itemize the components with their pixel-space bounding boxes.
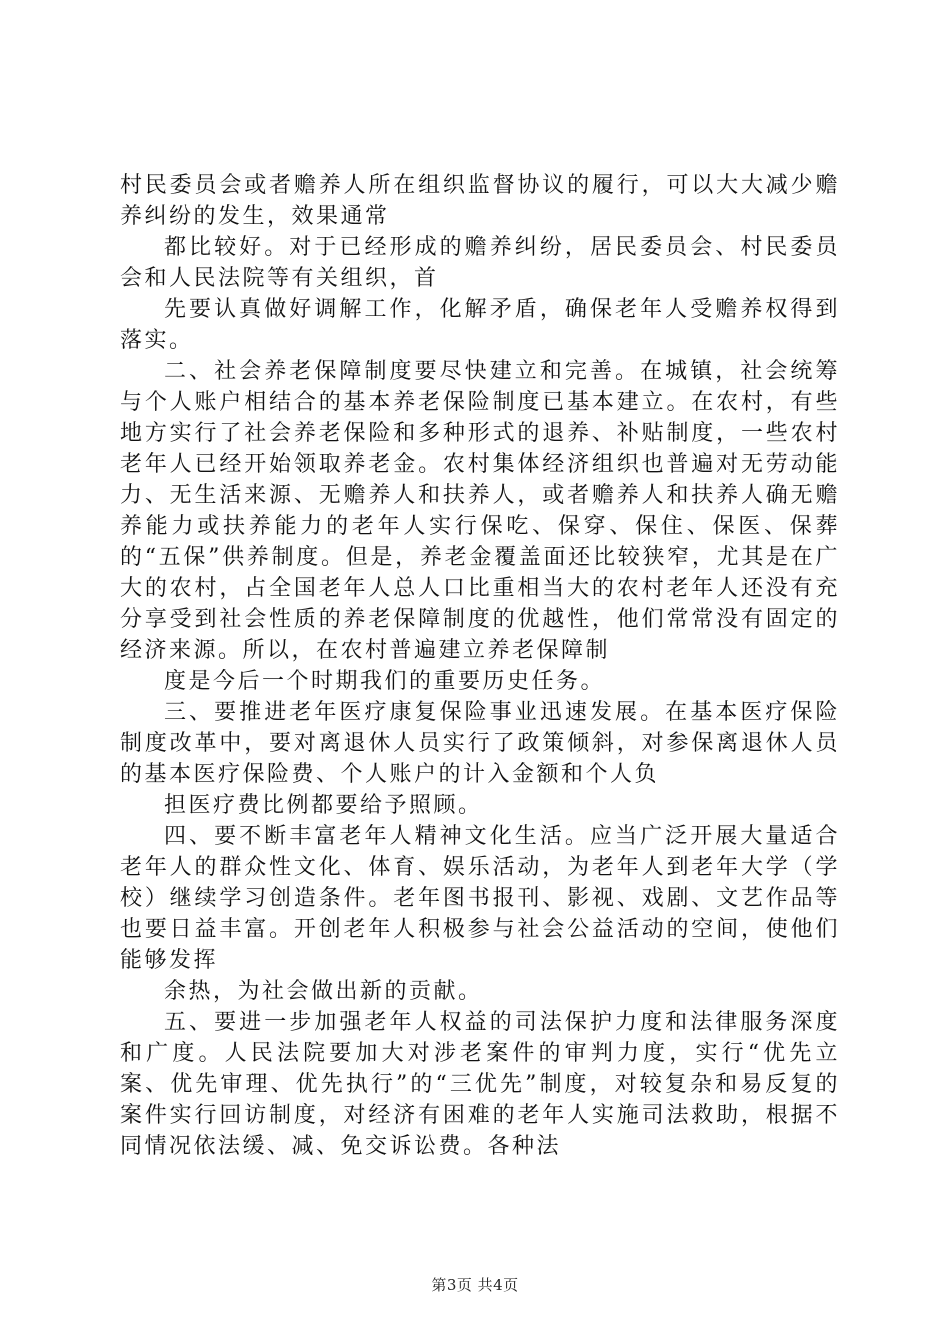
paragraph-2: 都比较好。对于已经形成的赡养纠纷，居民委员会、村民委员会和人民法院等有关组织，首 (120, 235, 840, 291)
paragraph-10: 五、要进一步加强老年人权益的司法保护力度和法律服务深度和广度。人民法院要加大对涉老案件的审判力度，实行“优先立案、优先审理、优先执行”的“三优先”制度，对较复杂和易反复的案件实行回访制度，对经济有困难的老年人实施司法救助，根据不同情况依法缓、减、免交诉讼费。各种法 (120, 1010, 840, 1159)
paragraph-6: 三、要推进老年医疗康复保险事业迅速发展。在基本医疗保险制度改革中，要对离退休人员实行了政策倾斜，对参保离退休人员的基本医疗保险费、个人账户的计入金额和个人负 (120, 700, 840, 787)
paragraph-8: 四、要不断丰富老年人精神文化生活。应当广泛开展大量适合老年人的群众性文化、体育、娱乐活动，为老年人到老年大学（学校）继续学习创造条件。老年图书报刊、影视、戏剧、文艺作品等也要日益丰富。开创老年人积极参与社会公益活动的空间，使他们能够发挥 (120, 824, 840, 973)
page-footer: 第3页 共4页 (431, 1276, 519, 1294)
paragraph-1: 村民委员会或者赡养人所在组织监督协议的履行，可以大大减少赡养纠纷的发生，效果通常 (120, 173, 840, 229)
document-body (120, 170, 840, 1162)
paragraph-3: 先要认真做好调解工作，化解矛盾，确保老年人受赡养权得到落实。 (120, 297, 840, 353)
paragraph-5: 度是今后一个时期我们的重要历史任务。 (164, 669, 606, 694)
paragraph-4: 二、社会养老保障制度要尽快建立和完善。在城镇，社会统筹与个人账户相结合的基本养老保险制度已基本建立。在农村，有些地方实行了社会养老保险和多种形式的退养、补贴制度，一些农村老年人已经开始领取养老金。农村集体经济组织也普遍对无劳动能力、无生活来源、无赡养人和扶养人，或者赡养人和扶养人确无赡养能力或扶养能力的老年人实行保吃、保穿、保住、保医、保葬的“五保”供养制度。但是，养老金覆盖面还比较狭窄，尤其是在广大的农村，占全国老年人总人口比重相当大的农村老年人还没有充分享受到社会性质的养老保障制度的优越性，他们常常没有固定的经济来源。所以，在农村普遍建立养老保障制 (120, 359, 840, 663)
paragraph-7: 担医疗费比例都要给予照顾。 (164, 793, 483, 818)
paragraph-9: 余热，为社会做出新的贡献。 (164, 979, 483, 1004)
